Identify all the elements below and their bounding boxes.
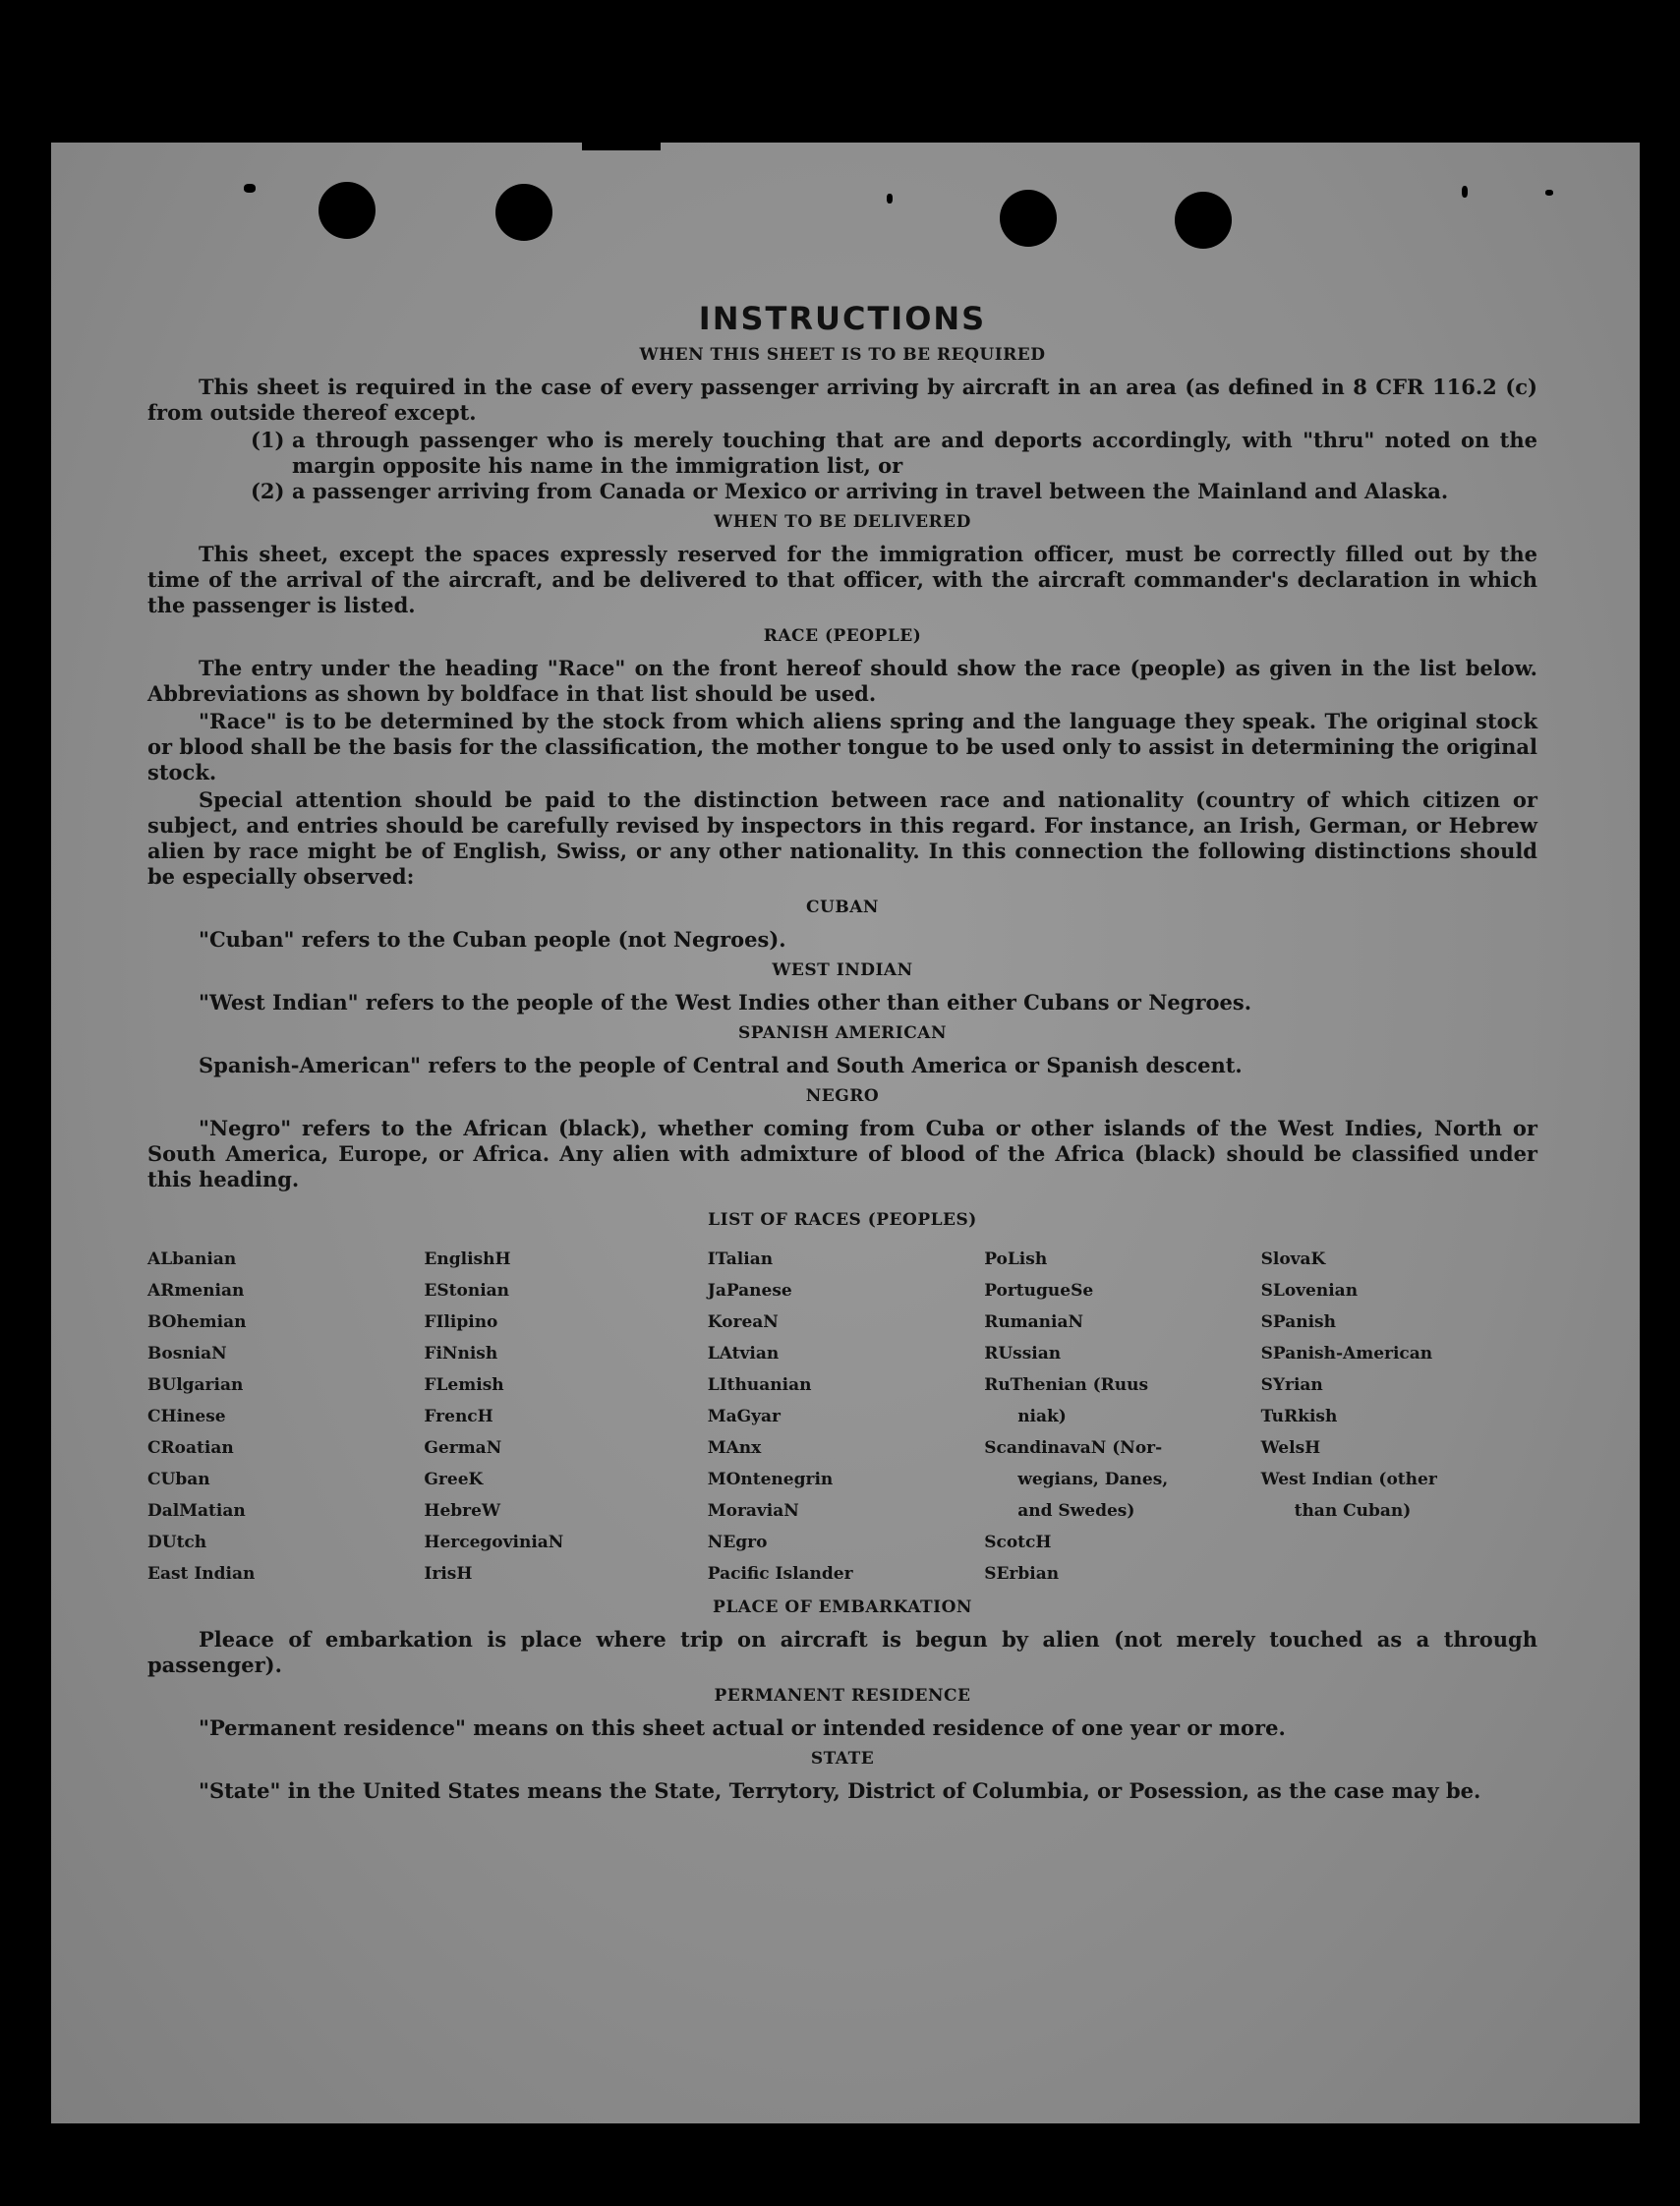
section: [147, 1749, 1537, 1804]
punch-hole: [495, 184, 552, 241]
race-item: East Indian: [147, 1564, 256, 1584]
race-item: GreeK: [424, 1470, 484, 1489]
race-item: SErbian: [984, 1564, 1060, 1584]
section-heading: WHEN THIS SHEET IS TO BE REQUIRED: [639, 345, 1046, 365]
tail-sections: [147, 1597, 1537, 1804]
section-paragraph: "Negro" refers to the African (black), whether coming from Cuba or other islands of the West Indies, North or South America, Europe, or Africa. Any alien with admixture of blood of the Africa (black) should be classified under this heading.: [147, 1116, 1537, 1191]
race-item: PoLish: [984, 1249, 1048, 1269]
section: [147, 1597, 1537, 1678]
section-paragraph: "Race" is to be determined by the stock from which aliens spring and the language they speak. The original stock or blood shall be the basis for the classification, the mother tongue to be used only to assist in determining the original stock.: [147, 709, 1537, 784]
page-title: INSTRUCTIONS: [698, 300, 987, 337]
race-item: CHinese: [147, 1407, 226, 1426]
race-item: wegians, Danes,: [1017, 1470, 1169, 1489]
item-number: (1): [251, 428, 285, 452]
section-heading: PLACE OF EMBARKATION: [713, 1597, 972, 1617]
race-item: FrencH: [424, 1407, 493, 1426]
section-paragraph: Pleace of embarkation is place where trip on aircraft is begun by alien (not merely touched as a through passenger).: [147, 1627, 1537, 1677]
section: [147, 626, 1537, 890]
race-item: ScotcH: [984, 1533, 1052, 1552]
section: [147, 345, 1537, 504]
race-item: HebreW: [424, 1501, 501, 1521]
race-item: KoreaN: [707, 1312, 779, 1332]
speck: [244, 184, 256, 193]
race-item: DUtch: [147, 1533, 207, 1552]
race-item: EStonian: [424, 1281, 510, 1301]
punch-hole: [319, 182, 376, 239]
race-item: FIlipino: [424, 1312, 498, 1332]
race-item: RUssian: [984, 1344, 1062, 1364]
race-item: GermaN: [424, 1438, 502, 1458]
race-item: SlovaK: [1260, 1249, 1326, 1269]
section: [147, 898, 1537, 953]
section-heading: PERMANENT RESIDENCE: [714, 1686, 971, 1706]
sections: [147, 345, 1537, 1192]
exception-item: [251, 428, 1537, 479]
races-heading: LIST OF RACES (PEOPLES): [708, 1210, 977, 1230]
section-paragraph: Special attention should be paid to the distinction between race and nationality (country of which citizen or subject, and entries should be carefully revised by inspectors in this regard. For instance, an Irish, German, or Hebrew alien by race might be of English, Swiss, or any other nationality. In this connection the following distinctions should be especially observed:: [147, 787, 1537, 889]
race-item: SYrian: [1260, 1375, 1323, 1395]
race-item: West Indian (other: [1260, 1470, 1437, 1489]
race-item: Pacific Islander: [707, 1564, 853, 1584]
section-heading: WEST INDIAN: [772, 960, 913, 980]
race-item: SPanish: [1260, 1312, 1336, 1332]
race-item: MaGyar: [707, 1407, 781, 1426]
speck: [887, 194, 893, 203]
section-paragraph: "West Indian" refers to the people of the West Indies other than either Cubans or Negroes.: [199, 990, 1252, 1015]
section-paragraph: Spanish-American" refers to the people of Central and South America or Spanish descent.: [199, 1053, 1243, 1077]
race-item: EnglishH: [424, 1249, 511, 1269]
races-column: [708, 1244, 984, 1590]
race-item: niak): [1017, 1407, 1067, 1426]
race-item: ARmenian: [147, 1281, 245, 1301]
race-item: MAnx: [707, 1438, 762, 1458]
races-column: [147, 1244, 424, 1590]
race-item: CUban: [147, 1470, 210, 1489]
race-item: NEgro: [707, 1533, 768, 1552]
section: [147, 1023, 1537, 1078]
document-sheet: [51, 143, 1640, 2123]
section-heading: WHEN TO BE DELIVERED: [714, 512, 971, 532]
punch-hole: [1175, 192, 1232, 249]
section: [147, 1686, 1537, 1741]
races-column: [1261, 1244, 1537, 1590]
exception-item: [251, 479, 1537, 504]
section-paragraph: This sheet, except the spaces expressly reserved for the immigration officer, must be correctly filled out by the time of the arrival of the aircraft, and be delivered to that officer, with the aircraft commander's declaration in which the passenger is listed.: [147, 542, 1537, 617]
race-item: BOhemian: [147, 1312, 247, 1332]
race-item: LAtvian: [707, 1344, 780, 1364]
section-paragraph: "Permanent residence" means on this sheet actual or intended residence of one year or more.: [199, 1715, 1286, 1740]
race-item: MoraviaN: [707, 1501, 799, 1521]
punch-hole: [1000, 190, 1057, 247]
race-item: RuThenian (Ruus: [984, 1375, 1149, 1395]
race-item: TuRkish: [1260, 1407, 1338, 1426]
race-item: RumaniaN: [984, 1312, 1084, 1332]
race-item: HercegoviniaN: [424, 1533, 564, 1552]
race-item: DalMatian: [147, 1501, 246, 1521]
race-item: ScandinavaN (Nor-: [984, 1438, 1163, 1458]
paper-tear: [582, 143, 661, 150]
item-number: (2): [251, 479, 285, 503]
race-item: ALbanian: [147, 1249, 237, 1269]
race-item: WelsH: [1260, 1438, 1321, 1458]
section-heading: STATE: [810, 1749, 875, 1769]
race-item: FLemish: [424, 1375, 504, 1395]
item-text: a through passenger who is merely touching that are and deports accordingly, with "thru" noted on the margin opposite his name in the immigration list, or: [292, 428, 1537, 478]
section-paragraph: This sheet is required in the case of every passenger arriving by aircraft in an area (as defined in 8 CFR 116.2 (c) from outside thereof except.: [147, 375, 1537, 425]
race-item: CRoatian: [147, 1438, 234, 1458]
section-paragraph: "State" in the United States means the State, Terrytory, District of Columbia, or Posession, as the case may be.: [199, 1778, 1481, 1803]
section-heading: CUBAN: [806, 898, 879, 917]
race-item: than Cuban): [1294, 1501, 1412, 1521]
races-column: [984, 1244, 1260, 1590]
race-item: BosniaN: [147, 1344, 227, 1364]
race-item: JaPanese: [707, 1281, 792, 1301]
race-item: BUlgarian: [147, 1375, 244, 1395]
race-item: MOntenegrin: [707, 1470, 834, 1489]
section: [147, 512, 1537, 618]
races-list: [147, 1244, 1537, 1590]
speck: [1545, 190, 1553, 196]
race-item: LIthuanian: [707, 1375, 812, 1395]
races-column: [424, 1244, 707, 1590]
race-item: and Swedes): [1017, 1501, 1135, 1521]
race-item: SPanish-American: [1260, 1344, 1433, 1364]
race-item: SLovenian: [1260, 1281, 1359, 1301]
section-heading: NEGRO: [805, 1086, 880, 1106]
race-item: ITalian: [707, 1249, 774, 1269]
section-heading: RACE (PEOPLE): [763, 626, 922, 646]
section: [147, 960, 1537, 1016]
section-heading: SPANISH AMERICAN: [737, 1023, 948, 1043]
instructions-content: [147, 300, 1537, 1806]
race-item: IrisH: [424, 1564, 473, 1584]
race-item: PortugueSe: [984, 1281, 1094, 1301]
section-paragraph: "Cuban" refers to the Cuban people (not Negroes).: [199, 927, 786, 952]
race-item: FiNnish: [424, 1344, 498, 1364]
section: [147, 1086, 1537, 1192]
item-text: a passenger arriving from Canada or Mexico or arriving in travel between the Mainland and Alaska.: [292, 479, 1449, 503]
section-paragraph: The entry under the heading "Race" on the front hereof should show the race (people) as given in the list below. Abbreviations as shown by boldface in that list should be used.: [147, 656, 1537, 706]
speck: [1462, 186, 1468, 198]
